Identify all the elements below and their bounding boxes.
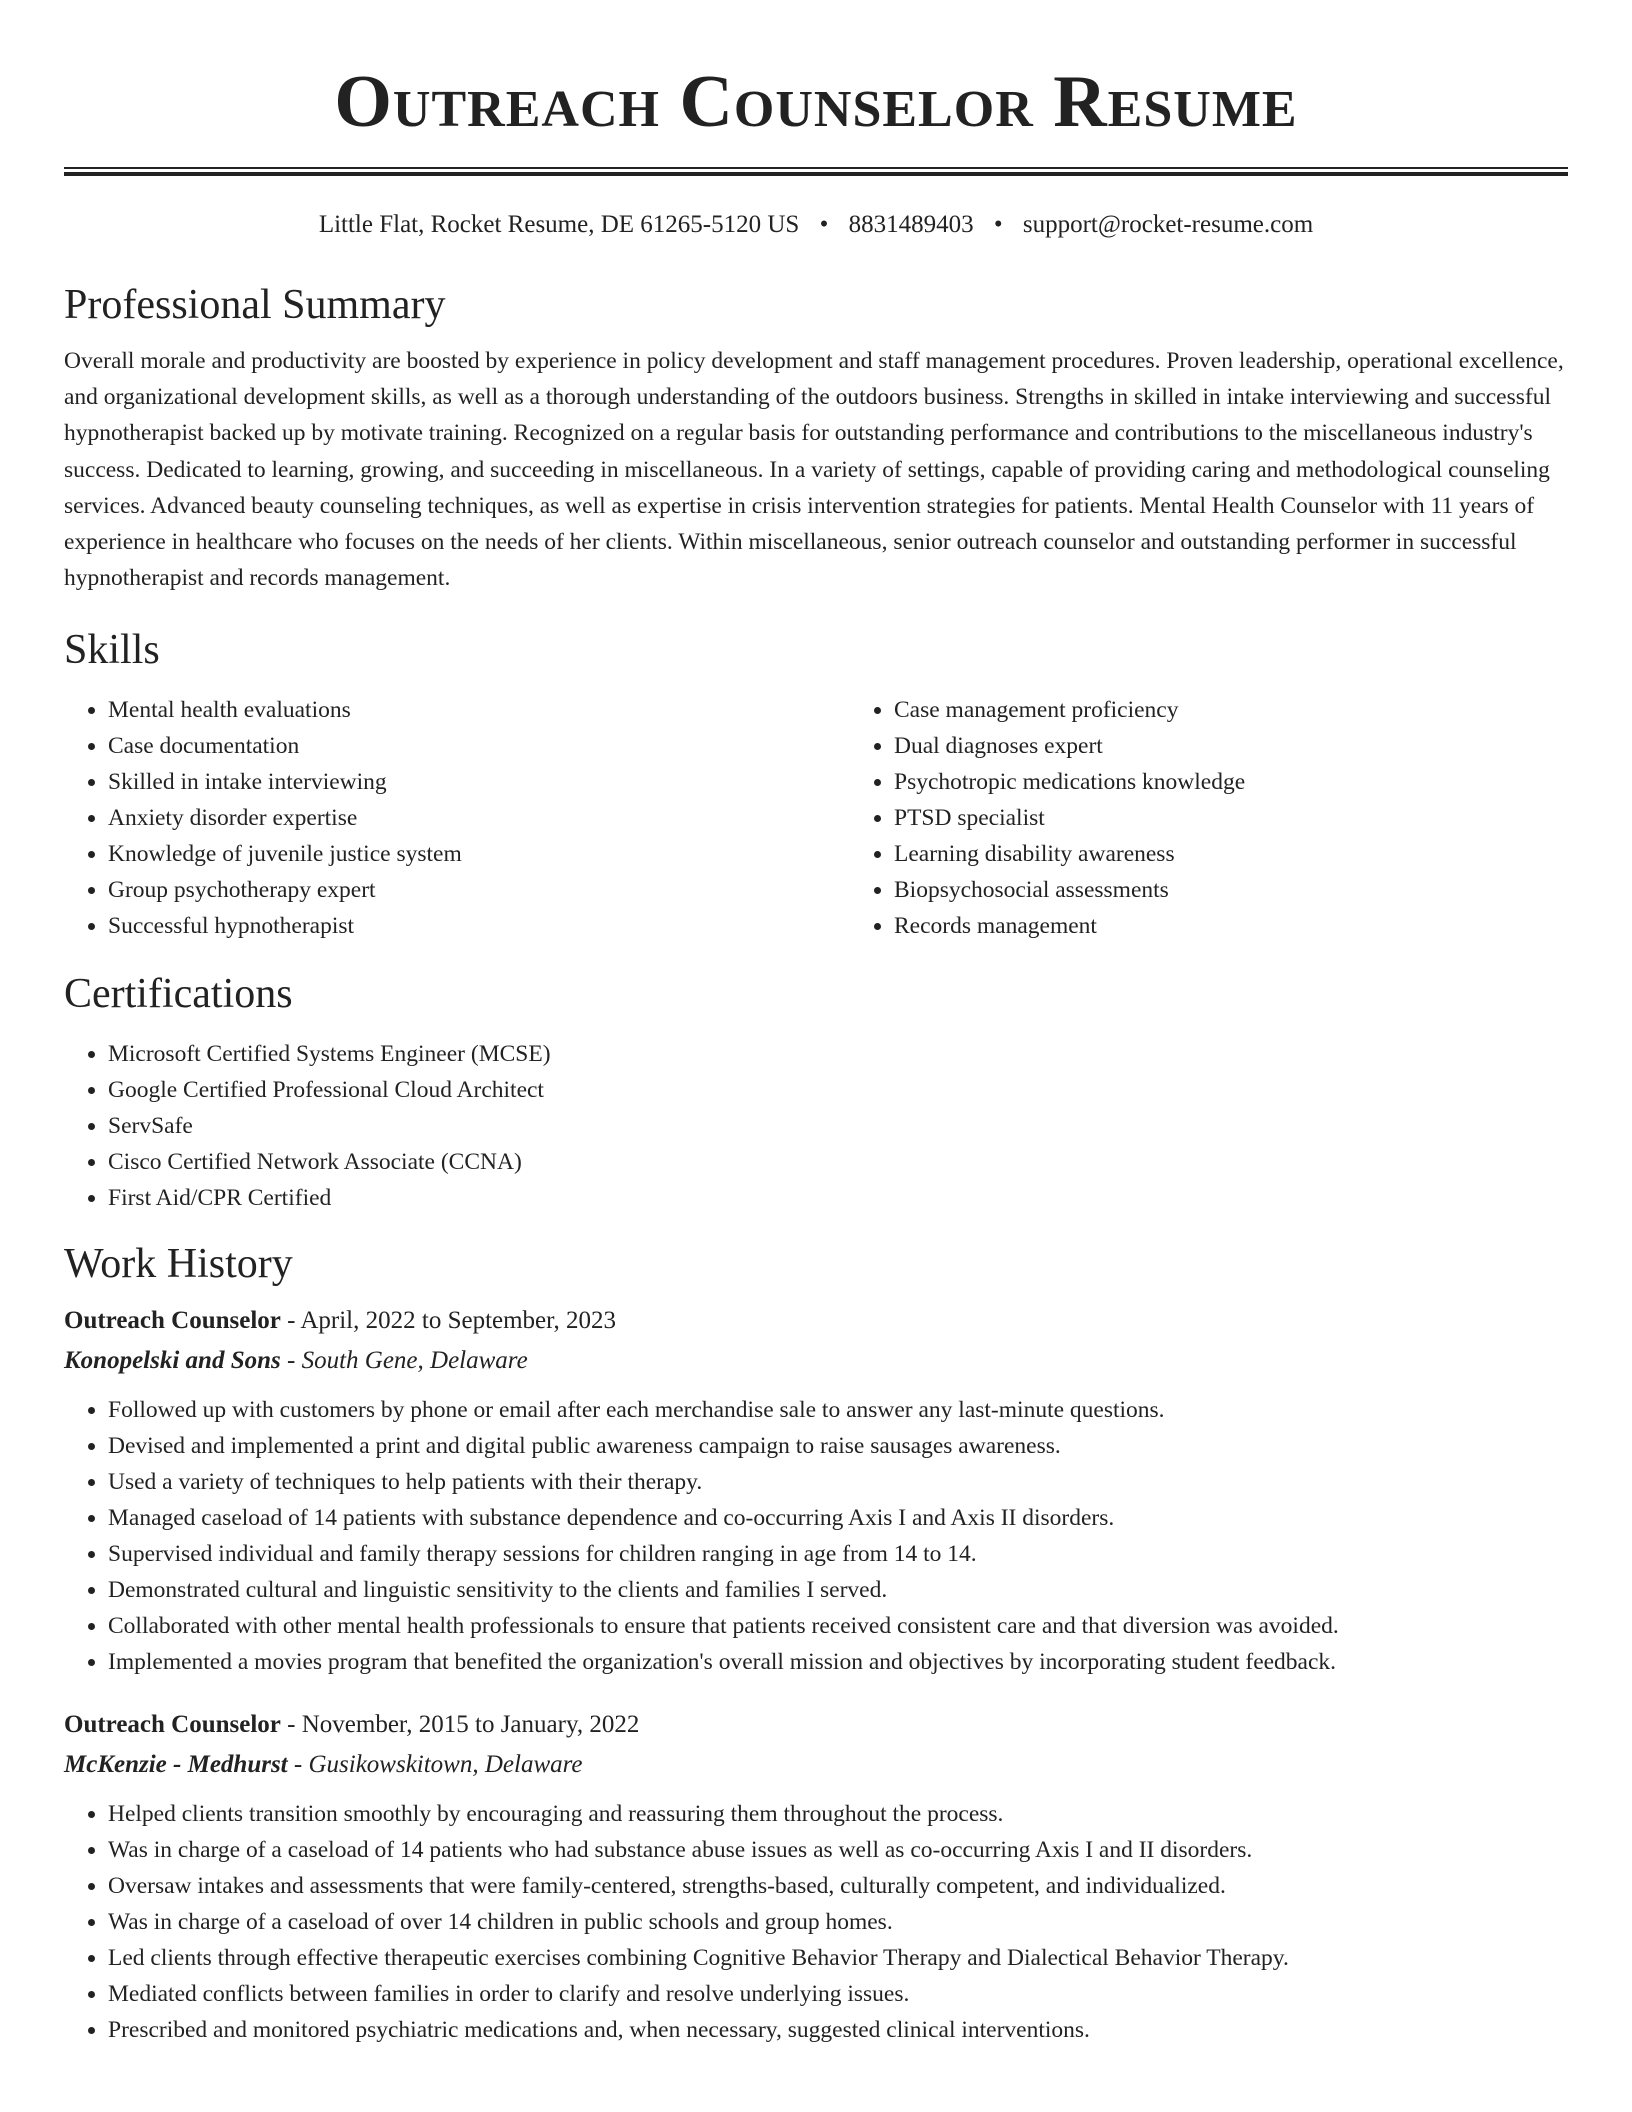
skill-item: • Knowledge of juvenile justice system — [108, 836, 850, 872]
summary-heading: Professional Summary — [64, 282, 446, 328]
job-company-line — [64, 1344, 1568, 1378]
skill-item: • Mental health evaluations — [108, 692, 850, 728]
skill-item: • Case management proficiency — [894, 692, 1632, 728]
job-bullet: • Oversaw intakes and assessments that were family-centered, strengths-based, culturally competent, and individualized. — [108, 1868, 1568, 1904]
certifications-heading: Certifications — [64, 971, 293, 1018]
job-bullet: • Followed up with customers by phone or email after each merchandise sale to answer any last-minute questions. — [108, 1392, 1568, 1428]
job-company: Konopelski and Sons — [64, 1347, 281, 1375]
certification-item: • First Aid/CPR Certified — [108, 1180, 1568, 1216]
skill-item: • Psychotropic medications knowledge — [894, 764, 1632, 800]
skill-item: • Anxiety disorder expertise — [108, 800, 850, 836]
job-bullet: • Used a variety of techniques to help patients with their therapy. — [108, 1464, 1568, 1500]
job-bullets — [64, 1392, 1568, 1680]
skill-item: • PTSD specialist — [894, 800, 1632, 836]
job-bullet: • Supervised individual and family therapy sessions for children ranging in age from 14 to 14. — [108, 1536, 1568, 1572]
skill-item: • Group psychotherapy expert — [108, 872, 850, 908]
job-location: - South Gene, Delaware — [280, 1347, 528, 1375]
contact-email: support@rocket-resume.com — [1022, 211, 1314, 238]
skills-columns — [64, 692, 1568, 944]
certification-item: • Google Certified Professional Cloud Architect — [108, 1072, 1568, 1108]
job-bullet: • Demonstrated cultural and linguistic sensitivity to the clients and families I served. — [108, 1572, 1568, 1608]
contact-phone: 8831489403 — [848, 211, 974, 238]
job-dates: - April, 2022 to September, 2023 — [280, 1307, 616, 1335]
contact-separator: • — [993, 211, 1003, 238]
job-bullet: • Was in charge of a caseload of over 14 children in public schools and group homes. — [108, 1904, 1568, 1940]
skills-list-right — [850, 692, 1632, 944]
contact-line — [64, 209, 1568, 241]
job-title: Outreach Counselor — [64, 1711, 281, 1739]
job-title: Outreach Counselor — [64, 1307, 281, 1335]
skill-item: • Successful hypnotherapist — [108, 908, 850, 944]
job-bullet: • Was in charge of a caseload of 14 patients who had substance abuse issues as well as co-occurring Axis I and II disorders. — [108, 1832, 1568, 1868]
job-company-line — [64, 1748, 1568, 1782]
certifications-list — [64, 1036, 1568, 1216]
job-entry — [64, 1304, 1568, 1680]
skill-item: • Case documentation — [108, 728, 850, 764]
job-company: McKenzie - Medhurst — [64, 1751, 288, 1779]
job-title-line — [64, 1304, 1568, 1338]
certification-item: • ServSafe — [108, 1108, 1568, 1144]
job-bullet: • Helped clients transition smoothly by encouraging and reassuring them throughout the process. — [108, 1796, 1568, 1832]
job-bullet: • Collaborated with other mental health professionals to ensure that patients received consistent care and that diversion was avoided. — [108, 1608, 1568, 1644]
skills-list-left — [64, 692, 850, 944]
skills-heading: Skills — [64, 627, 160, 674]
skill-item: • Skilled in intake interviewing — [108, 764, 850, 800]
work-history-heading: Work History — [64, 1241, 293, 1288]
job-entry — [64, 1708, 1568, 2048]
page-title: Outreach Counselor Resume — [334, 61, 1298, 143]
summary-text: Overall morale and productivity are boosted by experience in policy development and staff management procedures. Proven leadership, operational excellence, and organizational development skills, as well as a thorough understanding of the outdoors business. Strengths in skilled in intake interviewing and successful hypnotherapist backed up by motivate training. Recognized on a regular basis for outstanding performance and contributions to the miscellaneous industry's success. Dedicated to learning, growing, and succeeding in miscellaneous. In a variety of settings, capable of providing caring and methodological counseling services. Advanced beauty counseling techniques, as well as expertise in crisis intervention strategies for patients. Mental Health Counselor with 11 years of experience in healthcare who focuses on the needs of her clients. Within miscellaneous, senior outreach counselor and outstanding performer in successful hypnotherapist and records management. — [64, 348, 1564, 592]
contact-address: Little Flat, Rocket Resume, DE 61265-5120 US — [318, 211, 800, 238]
certification-item: • Microsoft Certified Systems Engineer (MCSE) — [108, 1036, 1568, 1072]
contact-separator: • — [819, 211, 829, 238]
job-bullet: • Led clients through effective therapeutic exercises combining Cognitive Behavior Therapy and Dialectical Behavior Therapy. — [108, 1940, 1568, 1976]
skill-item: • Dual diagnoses expert — [894, 728, 1632, 764]
skill-item: • Learning disability awareness — [894, 836, 1632, 872]
title-divider — [64, 167, 1568, 176]
job-location: - Gusikowskitown, Delaware — [287, 1751, 583, 1779]
job-bullet: • Mediated conflicts between families in order to clarify and resolve underlying issues. — [108, 1976, 1568, 2012]
job-bullet: • Devised and implemented a print and digital public awareness campaign to raise sausages awareness. — [108, 1428, 1568, 1464]
job-bullet: • Prescribed and monitored psychiatric medications and, when necessary, suggested clinical interventions. — [108, 2012, 1568, 2048]
certification-item: • Cisco Certified Network Associate (CCNA) — [108, 1144, 1568, 1180]
job-title-line — [64, 1708, 1568, 1742]
job-bullet: • Implemented a movies program that benefited the organization's overall mission and objectives by incorporating student feedback. — [108, 1644, 1568, 1680]
skill-item: • Biopsychosocial assessments — [894, 872, 1632, 908]
job-dates: - November, 2015 to January, 2022 — [280, 1711, 640, 1739]
job-bullets — [64, 1796, 1568, 2048]
skill-item: • Records management — [894, 908, 1632, 944]
job-bullet: • Managed caseload of 14 patients with substance dependence and co-occurring Axis I and Axis II disorders. — [108, 1500, 1568, 1536]
